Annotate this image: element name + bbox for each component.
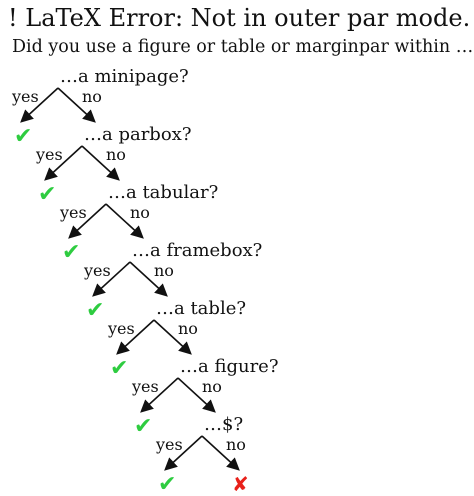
no-branch-label-7: no [226,435,246,454]
question-label-7: …$? [204,414,244,435]
no-branch-label-2: no [106,145,126,164]
yes-branch-label-1: yes [12,87,39,106]
check-icon-7: ✔ [158,472,177,496]
question-intro: Did you use a figure or table or marginpar within … [12,37,474,57]
yes-branch-label-4: yes [84,261,111,280]
question-label-6: …a figure? [180,356,279,377]
no-branch-label-3: no [130,203,150,222]
check-icon-5: ✔ [110,356,129,381]
question-label-5: …a table? [156,298,246,319]
question-label-4: …a framebox? [132,240,263,261]
yes-branch-label-5: yes [108,319,135,338]
check-icon-4: ✔ [86,298,105,323]
check-icon-2: ✔ [38,182,57,207]
no-branch-label-4: no [154,261,174,280]
no-branch-label-1: no [82,87,102,106]
yes-branch-label-6: yes [132,377,159,396]
check-icon-1: ✔ [14,124,33,149]
error-title: ! LaTeX Error: Not in outer par mode. [8,4,471,32]
cross-icon: ✘ [232,472,249,496]
yes-branch-label-2: yes [36,145,63,164]
no-branch-label-5: no [178,319,198,338]
check-icon-6: ✔ [134,414,153,439]
question-label-3: …a tabular? [108,182,219,203]
yes-branch-label-7: yes [156,435,183,454]
no-branch-label-6: no [202,377,222,396]
yes-branch-label-3: yes [60,203,87,222]
question-label-2: …a parbox? [84,124,192,145]
question-label-1: …a minipage? [60,66,189,87]
check-icon-3: ✔ [62,240,81,265]
